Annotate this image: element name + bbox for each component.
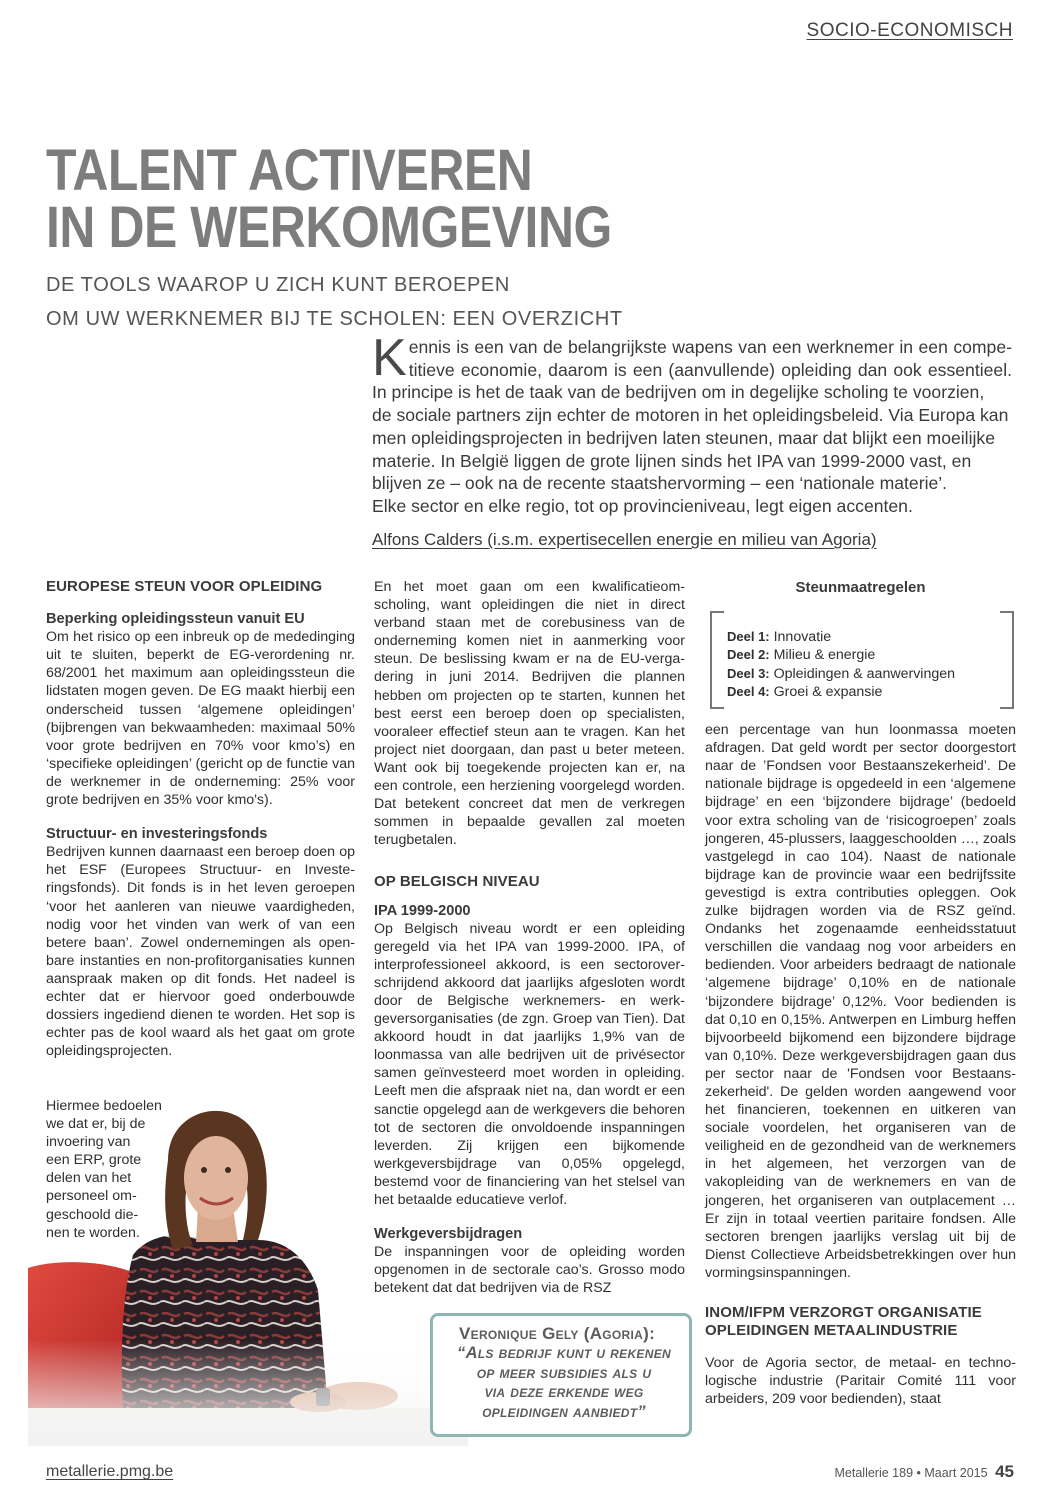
drop-cap: K xyxy=(372,329,407,387)
intro-paragraph xyxy=(372,329,1012,518)
list-item: Deel 1: Innovatie xyxy=(727,629,832,646)
quote-line: opleidingen aanbiedt” xyxy=(482,1402,646,1421)
column-1 xyxy=(46,578,355,1060)
list-item: Deel 2: Milieu & energie xyxy=(727,647,876,664)
title-line-1: TALENT ACTIVEREN xyxy=(46,138,533,203)
subheading: Structuur- en investeringsfonds xyxy=(46,826,268,843)
article-title xyxy=(46,138,820,260)
issue-label: Metallerie 189 • Maart 2015 xyxy=(834,1466,988,1480)
wrap-paragraph xyxy=(46,1097,176,1242)
intro-line: blijven ze – ook na de recente staatshervorming – een ‘nationale materie’. xyxy=(372,473,948,494)
section-label: SOCIO-ECONOMISCH xyxy=(806,20,1013,41)
intro-line: men opleidingsprojecten in bedrijven laten steunen, maar dat blijkt een moeilijke xyxy=(372,427,995,448)
wrap-line: een ERP, grote xyxy=(46,1152,142,1169)
column-2 xyxy=(374,578,685,1297)
subheading: Beperking opleidingssteun vanuit EU xyxy=(46,611,305,628)
wrap-line: we dat er, bij de xyxy=(46,1116,146,1133)
intro-line: de sociale partners zijn echter de motoren in het opleidingsbeleid. Via Europa kan xyxy=(372,405,1009,426)
quote-line: “Als bedrijf kunt u rekenen xyxy=(457,1344,671,1362)
pull-quote xyxy=(430,1313,692,1437)
wrap-line: nen te worden. xyxy=(46,1224,140,1241)
section-heading: EUROPESE STEUN VOOR OPLEIDING xyxy=(46,578,323,595)
section-heading xyxy=(705,1304,1016,1340)
intro-line: Elke sector en elke regio, tot op provincieniveau, legt eigen accenten. xyxy=(372,495,913,516)
author-credit: Alfons Calders (i.s.m. expertisecellen energie en milieu van Agoria) xyxy=(372,530,877,549)
wrap-line: invoering van xyxy=(46,1134,131,1151)
list-item: Deel 4: Groei & expansie xyxy=(727,683,883,700)
wrap-line: Hiermee bedoelen xyxy=(46,1098,162,1114)
subtitle-line-1: DE TOOLS WAAROP U ZICH KUNT BEROEPEN xyxy=(46,274,510,296)
body-paragraph: Voor de Agoria sector, de metaal- en technologische industrie (Paritair Comité 111 voor arbeiders, 209 voor bedienden), staat xyxy=(705,1355,1016,1408)
wrap-line: personeel om- xyxy=(46,1188,137,1205)
box-title: Steunmaatregelen xyxy=(795,579,926,596)
body-paragraph: En het moet gaan om een kwalificatieomscholing, want opleidingen die niet in direct verband staan met de corebusiness van de onderneming komen niet in aanmerking voor steun. De beslissing kwam er na de EU-vergadering in juni 2014. Bedrijven die plannen hebben om projecten op te starten, kunnen het best eerst een beroep doen op specialisten, vooraleer effectief steun aan te vragen. Kan het project niet doorgaan, dan past u beter meteen. Want ook bij toegekende projecten kan er, na een controle, een herziening voorgelegd worden. Dat betekent concreet dat men de verkregen sommen in bepaalde gevallen zal moeten terugbetalen. xyxy=(374,579,685,849)
intro-line: materie. In België liggen de grote lijnen sinds het IPA van 1999-2000 vast, en xyxy=(372,450,972,471)
page-number: 45 xyxy=(995,1462,1014,1481)
quote-line: via deze erkende weg xyxy=(484,1383,644,1401)
body-paragraph: Bedrijven kunnen daarnaast een beroep doen op het ESF (Europees Structuur- en Investeringsfonds). Dit fonds is in het leven geroepen ‘voor het aanleren van nieuwe vaardigheden, nodig voor het vinden van werk of van een betere baan’. Zowel ondernemingen als openbare instanties en non-profitorganisaties kunnen aanspraak maken op dit fonds. Het nadeel is echter dat er hiervoor goed onderbouwde dossiers ingediend dienen te worden. Het sop is echter pas de kool waard als het gaat om grote opleidingsprojecten. xyxy=(46,844,355,1060)
body-paragraph: Op Belgisch niveau wordt er een opleiding geregeld via het IPA van 1999-2000. IPA, of interprofessioneel akkoord, is een sectoroverschrijdend akkoord dat jaarlijks afgesloten wordt door de Belgische werknemers- en werkgeversorganisaties (de zgn. Groep van Tien). Dat akkoord houdt in dat jaarlijks 1,9% van de loonmassa van alle bedrijven uit de privésector samen geïnvesteerd moet worden in opleiding. Leeft men die afspraak niet na, dan wordt er een sanctie opgelegd aan de werkgevers die behoren tot de sectoren die onvoldoende inspanningen leverden. Zij krijgen een bijkomende werkgeversbijdrage van 0,05% opgelegd, bestemd voor de financiering van het stelsel van het betaalde educatieve verlof. xyxy=(374,920,685,1208)
subheading: Werkgeversbijdragen xyxy=(374,1226,523,1243)
column-3 xyxy=(705,578,1016,1408)
wrap-line: geschoold die- xyxy=(46,1206,139,1223)
footer-website-link[interactable]: metallerie.pmg.be xyxy=(46,1463,174,1480)
quote-speaker: Veronique Gely (Agoria): xyxy=(459,1324,656,1343)
list-item: Deel 3: Opleidingen & aanwervingen xyxy=(727,665,956,682)
heading-line: INOM/IFPM VERZORGT ORGANISATIE xyxy=(705,1304,982,1321)
section-heading: OP BELGISCH NIVEAU xyxy=(374,873,540,891)
title-line-2: IN DE WERKOMGEVING xyxy=(46,195,612,260)
subheading: IPA 1999-2000 xyxy=(374,902,471,919)
heading-line: OPLEIDINGEN METAALINDUSTRIE xyxy=(705,1322,958,1339)
intro-line: ennis is een van de belangrijkste wapens van een werknemer in een compe- xyxy=(408,337,1012,357)
bracket-left xyxy=(710,611,724,709)
article-subtitle xyxy=(46,268,623,336)
bracket-right xyxy=(1000,611,1014,709)
steunmaatregelen-box xyxy=(705,611,1016,709)
body-paragraph: De inspanningen voor de opleiding worden opgenomen in de sectorale cao’s. Grosso modo betekent dat dat bedrijven via de RSZ xyxy=(374,1244,685,1297)
quote-line: op meer subsidies als u xyxy=(476,1363,652,1382)
footer-issue xyxy=(835,1462,1014,1482)
body-paragraph: Om het risico op een inbreuk op de mededinging uit te sluiten, beperkt de EG-verordening nr. 68/2001 het maximum aan opleidingssteun die lidstaten mogen geven. De EG maakt hierbij een onderscheid tussen ‘algemene opleidingen’ (bijbrengen van bekwaamheden: maximaal 50% voor grote bedrijven en 70% voor kmo’s) en ‘specifieke opleidingen’ (gericht op de functie van de werknemer in de onderneming: 25% voor grote bedrijven en 35% voor kmo's). xyxy=(46,629,355,809)
body-paragraph: een percentage van hun loonmassa moeten afdragen. Dat geld wordt per sector doorgestort naar de ’Fondsen voor Bestaanszekerheid’. De nationale bijdrage is opgedeeld in een ‘algemene bijdrage’ en een ‘bijzondere bijdrage’ (bedoeld voor extra scholing van de ‘risicogroepen’ zoals jongeren, 45-plussers, laaggeschoolden …, zoals vastgelegd in cao 104). Naast de nationale bijdrage kan de provincie waar een bedrijfssite gevestigd is extra contributies opleggen. Ook zulke bijdragen worden via de RSZ geïnd. Ondanks het zogenaamde eenheidsstatuut verschillen die vandaag nog voor arbeiders en bedienden. Voor arbeiders bedraagt de nationale ‘algemene bijdrage’ 0,10% en de nationale ‘bijzondere bijdrage’ 0,12%. Voor bedienden is dat 0,10 en 0,15%. Antwerpen en Limburg heffen bijvoorbeeld bijkomend een bijzondere bijdrage van 0,10%. Deze werkgeversbijdragen gaan dus per sector naar de 'Fondsen voor Bestaanszekerheid'. De gelden worden aangewend voor het financieren, toekennen en uitkeren van sociale voordelen, het organiseren van de veiligheid en de gezondheid van de werknemers in het algemeen, het verzorgen van de vakopleiding van de werknemers en van de jongeren, het organiseren van outplacement … Er zijn in totaal veertien paritaire fondsen. Alle sectoren brengen jaarlijks verslag uit bij de Dienst Collectieve Arbeidsbetrekkingen over hun vormingsinspanningen. xyxy=(705,722,1016,1281)
intro-line: In principe is het de taak van de bedrijven om in degelijke scholing te voorzien, xyxy=(372,382,985,403)
intro-line: titieve economie, daarom is een (aanvullende) opleiding dan ook essentieel. xyxy=(408,359,1012,380)
wrap-line: delen van het xyxy=(46,1170,132,1187)
subtitle-line-2: OM UW WERKNEMER BIJ TE SCHOLEN: EEN OVERZICHT xyxy=(46,308,623,330)
